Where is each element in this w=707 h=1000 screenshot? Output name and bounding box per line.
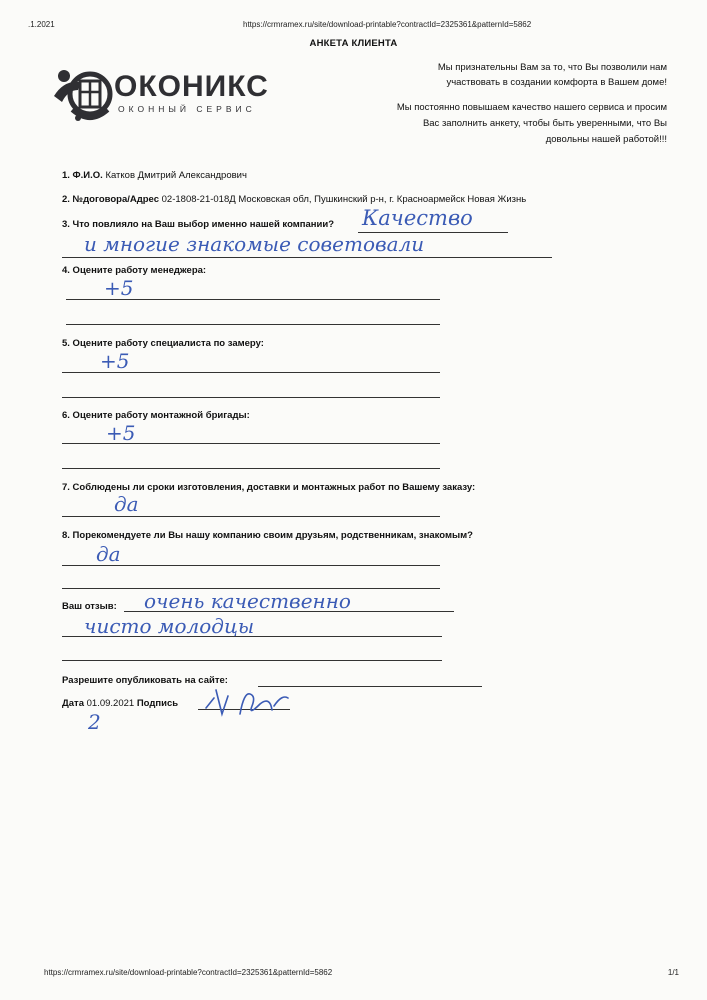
header-url: https://crmramex.ru/site/download-printable?contractId=2325361&patternId=5862 <box>243 20 532 29</box>
review-line-3 <box>62 660 442 661</box>
quality-text: Мы постоянно повышаем качество нашего сервиса и просим Вас заполнить анкету, чтобы быть уверенными, что Вы довольны нашей работой!!! <box>396 102 667 145</box>
q6-line-2 <box>62 468 440 469</box>
footer-url: https://crmramex.ru/site/download-printable?contractId=2325361&patternId=5862 <box>44 968 333 977</box>
print-date: .1.2021 <box>28 20 55 29</box>
signature-label: Подпись <box>136 698 179 709</box>
review-line-1 <box>124 611 454 612</box>
q1-answer: Катков Дмитрий Александрович <box>105 170 247 181</box>
q8-line-1 <box>62 565 440 566</box>
q1-row <box>62 170 247 181</box>
logo-name: ОКОНИКС <box>114 70 269 103</box>
review-label: Ваш отзыв: <box>62 601 117 612</box>
q8-answer: да <box>96 542 121 566</box>
q7-answer: да <box>114 492 139 516</box>
q4-line-2 <box>66 324 440 325</box>
date-value: 01.09.2021 <box>86 698 135 709</box>
q6-answer: +5 <box>106 421 136 445</box>
review-answer-line2: чисто молодцы <box>84 614 255 638</box>
q5-answer: +5 <box>100 349 130 373</box>
date-handwritten-digit: 2 <box>88 710 101 734</box>
signature-scribble <box>200 686 292 718</box>
q1-label: 1. Ф.И.О. <box>62 170 103 181</box>
company-logo <box>50 66 280 126</box>
q5-label: 5. Оцените работу специалиста по замеру: <box>62 338 264 349</box>
q7-line <box>62 516 440 517</box>
q8-label: 8. Порекомендуете ли Вы нашу компанию своим друзьям, родственникам, знакомым? <box>62 530 473 541</box>
page-number: 1/1 <box>667 968 679 977</box>
q5-line-2 <box>62 397 440 398</box>
q4-line-1 <box>66 299 440 300</box>
q3-answer-line1: Качество <box>362 206 473 230</box>
publish-label: Разрешите опубликовать на сайте: <box>62 675 228 686</box>
date-signature-row <box>62 698 178 709</box>
q3-line-2 <box>62 257 552 258</box>
q6-label: 6. Оцените работу монтажной бригады: <box>62 410 250 421</box>
q2-answer: 02-1808-21-018Д Московская обл, Пушкинский р-н, г. Красноармейск Новая Жизнь <box>161 194 527 205</box>
logo-tagline: ОКОННЫЙ СЕРВИС <box>118 104 256 114</box>
q4-answer: +5 <box>104 276 134 300</box>
q2-row <box>62 194 526 205</box>
page-title: АНКЕТА КЛИЕНТА <box>309 38 398 49</box>
q3-label: 3. Что повлияло на Ваш выбор именно нашей компании? <box>62 219 335 230</box>
review-line-2 <box>62 636 442 637</box>
q4-label: 4. Оцените работу менеджера: <box>62 265 207 276</box>
q5-line-1 <box>62 372 440 373</box>
q2-label: 2. №договора/Адрес <box>62 194 159 205</box>
date-label: Дата <box>62 698 84 709</box>
q3-answer-line2: и многие знакомые советовали <box>84 232 425 256</box>
q6-line-1 <box>62 443 440 444</box>
review-answer-line1: очень качественно <box>144 589 351 613</box>
thanks-text: Мы признательны Вам за то, что Вы позволили нам участвовать в создании комфорта в Вашем доме! <box>437 62 667 88</box>
q7-label: 7. Соблюдены ли сроки изготовления, доставки и монтажных работ по Вашему заказу: <box>62 482 476 493</box>
